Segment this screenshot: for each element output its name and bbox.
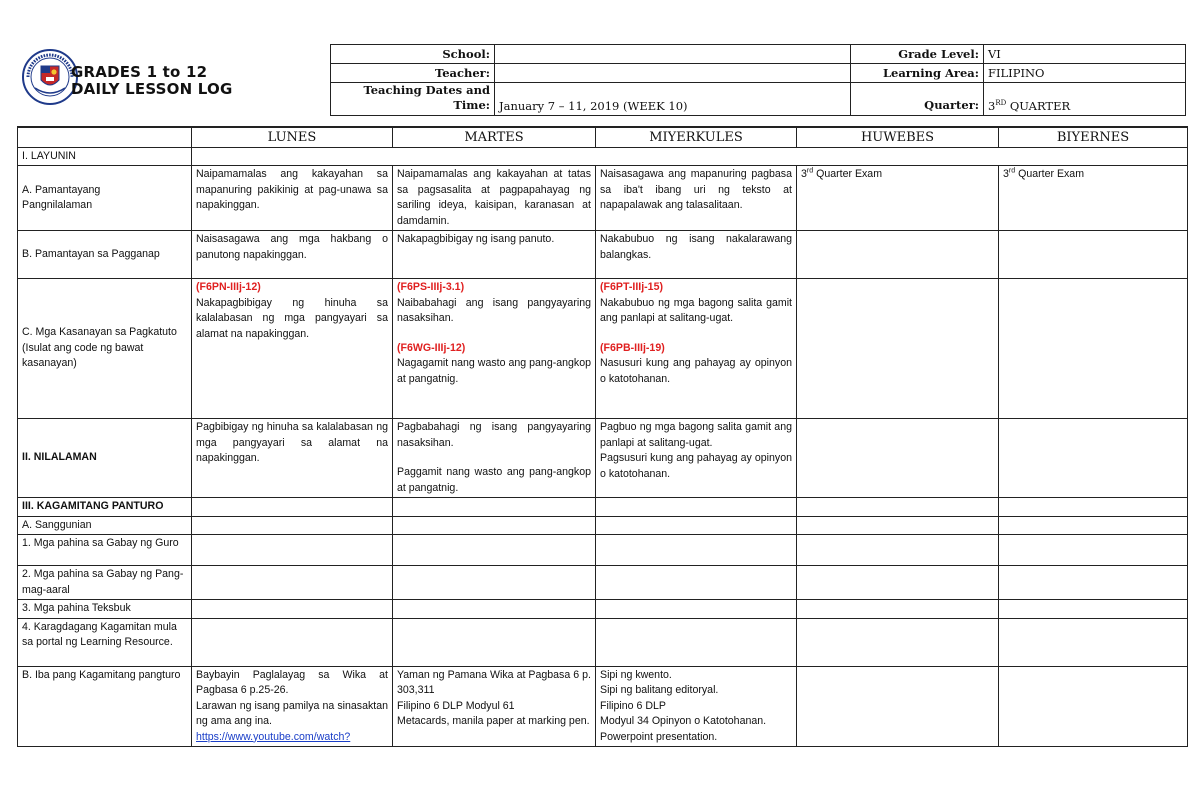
cell-huwebes — [797, 166, 999, 231]
row-label-sanggunian: A. Sanggunian — [18, 516, 192, 535]
teacher-label: Teacher: — [331, 64, 495, 83]
teaching-dates-value: January 7 – 11, 2019 (WEEK 10) — [495, 83, 851, 116]
cell-martes: Nakapagbibigay ng isang panuto. — [393, 231, 596, 279]
row-label-kasanayan: C. Mga Kasanayan sa Pagkatuto (Isulat ang code ng bawat kasanayan) — [18, 279, 192, 419]
title-line-1: GRADES 1 to 12 — [71, 63, 208, 81]
cell-huwebes — [797, 279, 999, 419]
cell-huwebes — [797, 231, 999, 279]
quarter-number: 3 — [988, 99, 996, 113]
cell-biyernes — [999, 279, 1188, 419]
row-label-karagdagang-kagamitan: 4. Karagdagang Kagamitan mula sa portal ng Learning Resource. — [18, 618, 192, 666]
cell-martes: Naipamamalas ang kakayahan at tatas sa pagsasalita at pagpapahayag ng sariling ideya, kaisipan, karanasan at damdamin. — [393, 166, 596, 231]
row-label-gabay-mag-aaral: 2. Mga pahina sa Gabay ng Pang-mag-aaral — [18, 566, 192, 600]
teacher-value — [495, 64, 851, 83]
cell-martes — [393, 666, 596, 747]
cell-martes — [393, 419, 596, 498]
teaching-dates-label-line2: Time: — [453, 98, 490, 112]
material-text: Powerpoint presentation. — [600, 730, 718, 743]
row-label-teksbuk: 3. Mga pahina Teksbuk — [18, 600, 192, 619]
day-header-row — [18, 127, 1188, 147]
quarter-text: QUARTER — [1006, 99, 1071, 113]
school-label: School: — [331, 45, 495, 64]
cell-biyernes — [999, 419, 1188, 498]
grade-level-label: Grade Level: — [851, 45, 984, 64]
competency-code: (F6PB-IIIj-19) — [600, 341, 665, 354]
content-text: Paggamit nang wasto ang pang-angkop at pangatnig. — [397, 466, 591, 494]
content-text: Pagbuo ng mga bagong salita gamit ang panlapi at salitang-ugat. — [600, 421, 792, 449]
exam-number: 3 — [1003, 168, 1009, 180]
table-row — [18, 516, 1188, 535]
cell-miyerkules — [596, 666, 797, 747]
quarter-label: Quarter: — [851, 83, 984, 116]
quarter-ordinal: RD — [995, 99, 1007, 108]
material-text: Filipino 6 DLP Modyul 61 — [397, 699, 515, 712]
table-row — [18, 166, 1188, 231]
quarter-value — [984, 83, 1186, 116]
material-text: Sipi ng kwento. — [600, 668, 672, 681]
competency-text: Nakapagbibigay ng hinuha sa kalalabasan ng mga pangyayari sa alamat na napakinggan. — [196, 296, 388, 340]
cell-huwebes — [797, 419, 999, 498]
day-header-miyerkules: MIYERKULES — [596, 127, 797, 147]
section-kagamitang-panturo: III. KAGAMITANG PANTURO — [18, 498, 192, 517]
row-label-line: Pangnilalaman — [22, 199, 93, 211]
corner-cell — [18, 127, 192, 147]
material-text: Filipino 6 DLP — [600, 699, 666, 712]
youtube-link[interactable]: https://www.youtube.com/watch? — [196, 730, 351, 743]
material-text: Baybayin Paglalayag sa Wika at Pagbasa 6 p.25-26. — [196, 668, 388, 696]
lesson-log-table — [17, 126, 1188, 747]
table-row — [18, 618, 1188, 666]
row-label-iba-pang-kagamitan: B. Iba pang Kagamitang pangturo — [18, 666, 192, 747]
exam-ordinal: rd — [806, 167, 814, 175]
table-row — [18, 419, 1188, 498]
cell-miyerkules: Nakabubuo ng isang nakalarawang balangkas. — [596, 231, 797, 279]
title-line-2: DAILY LESSON LOG — [71, 80, 233, 98]
learning-area-label: Learning Area: — [851, 64, 984, 83]
teaching-dates-label-line1: Teaching Dates and — [363, 83, 490, 97]
cell-biyernes — [999, 231, 1188, 279]
cell-lunes — [192, 666, 393, 747]
material-text: Metacards, manila paper at marking pen. — [397, 715, 590, 727]
table-row — [18, 498, 1188, 517]
table-row — [18, 666, 1188, 747]
grade-level-value: VI — [984, 45, 1186, 64]
cell-lunes — [192, 279, 393, 419]
row-label-pamantayang-pangnilalaman — [18, 166, 192, 231]
competency-code: (F6PS-IIIj-3.1) — [397, 281, 465, 293]
competency-text: Nakabubuo ng mga bagong salita gamit ang panlapi at salitang-ugat. — [600, 296, 792, 324]
material-text: Sipi ng balitang editoryal. — [600, 684, 719, 696]
cell-miyerkules — [596, 419, 797, 498]
material-text: Yaman ng Pamana Wika at Pagbasa 6 p. 303,311 — [397, 668, 591, 696]
day-header-martes: MARTES — [393, 127, 596, 147]
content-text: Pagsusuri kung ang pahayag ay opinyon o katotohanan. — [600, 452, 792, 480]
section-layunin: I. LAYUNIN — [18, 147, 192, 166]
exam-text: Quarter Exam — [1015, 168, 1085, 180]
cell-lunes: Naisasagawa ang mga hakbang o panutong napakinggan. — [192, 231, 393, 279]
cell-martes — [393, 279, 596, 419]
header-title-block — [17, 44, 330, 115]
school-value — [495, 45, 851, 64]
cell-lunes: Pagbibigay ng hinuha sa kalalabasan ng mga pangyayari sa alamat na napakinggan. — [192, 419, 393, 498]
teaching-dates-label — [331, 83, 495, 116]
table-row — [18, 147, 1188, 166]
exam-number: 3 — [801, 168, 807, 180]
material-text: Modyul 34 Opinyon o Katotohanan. — [600, 715, 767, 727]
competency-text: Naibabahagi ang isang pangyayaring nasaksihan. — [397, 296, 591, 324]
competency-text: Nasusuri kung ang pahayag ay opinyon o katotohanan. — [600, 357, 792, 385]
table-row — [18, 600, 1188, 619]
row-label-line: A. Pamantayang — [22, 183, 101, 196]
day-header-biyernes: BIYERNES — [999, 127, 1188, 147]
cell-miyerkules: Naisasagawa ang mapanuring pagbasa sa iba't ibang uri ng teksto at napapalawak ang talasalitaan. — [596, 166, 797, 231]
empty-cell — [192, 147, 1188, 166]
exam-ordinal: rd — [1008, 167, 1016, 175]
competency-code: (F6WG-IIIj-12) — [397, 341, 466, 354]
exam-text: Quarter Exam — [813, 168, 883, 180]
cell-miyerkules — [596, 279, 797, 419]
day-header-huwebes: HUWEBES — [797, 127, 999, 147]
row-label-pamantayan-sa-pagganap: B. Pamantayan sa Pagganap — [18, 231, 192, 279]
cell-biyernes — [999, 666, 1188, 747]
header-info-table — [330, 44, 1186, 116]
competency-code: (F6PT-IIIj-15) — [600, 281, 663, 293]
table-row — [18, 535, 1188, 566]
cell-huwebes — [797, 666, 999, 747]
table-row — [18, 231, 1188, 279]
section-nilalaman: II. NILALAMAN — [18, 419, 192, 498]
learning-area-value: FILIPINO — [984, 64, 1186, 83]
competency-code: (F6PN-IIIj-12) — [196, 281, 261, 293]
table-row — [18, 279, 1188, 419]
row-label-gabay-guro: 1. Mga pahina sa Gabay ng Guro — [18, 535, 192, 566]
table-row — [18, 566, 1188, 600]
cell-lunes: Naipamamalas ang kakayahan sa mapanuring pakikinig at pag-unawa sa napakinggan. — [192, 166, 393, 231]
competency-text: Nagagamit nang wasto ang pang-angkop at pangatnig. — [397, 357, 591, 385]
document-title — [71, 64, 233, 98]
lesson-log-header — [17, 44, 1187, 115]
material-text: Larawan ng isang pamilya na sinasaktan ng ama ang ina. — [196, 699, 388, 727]
content-text: Pagbabahagi ng isang pangyayaring nasaksihan. — [397, 421, 591, 449]
day-header-lunes: LUNES — [192, 127, 393, 147]
cell-biyernes — [999, 166, 1188, 231]
